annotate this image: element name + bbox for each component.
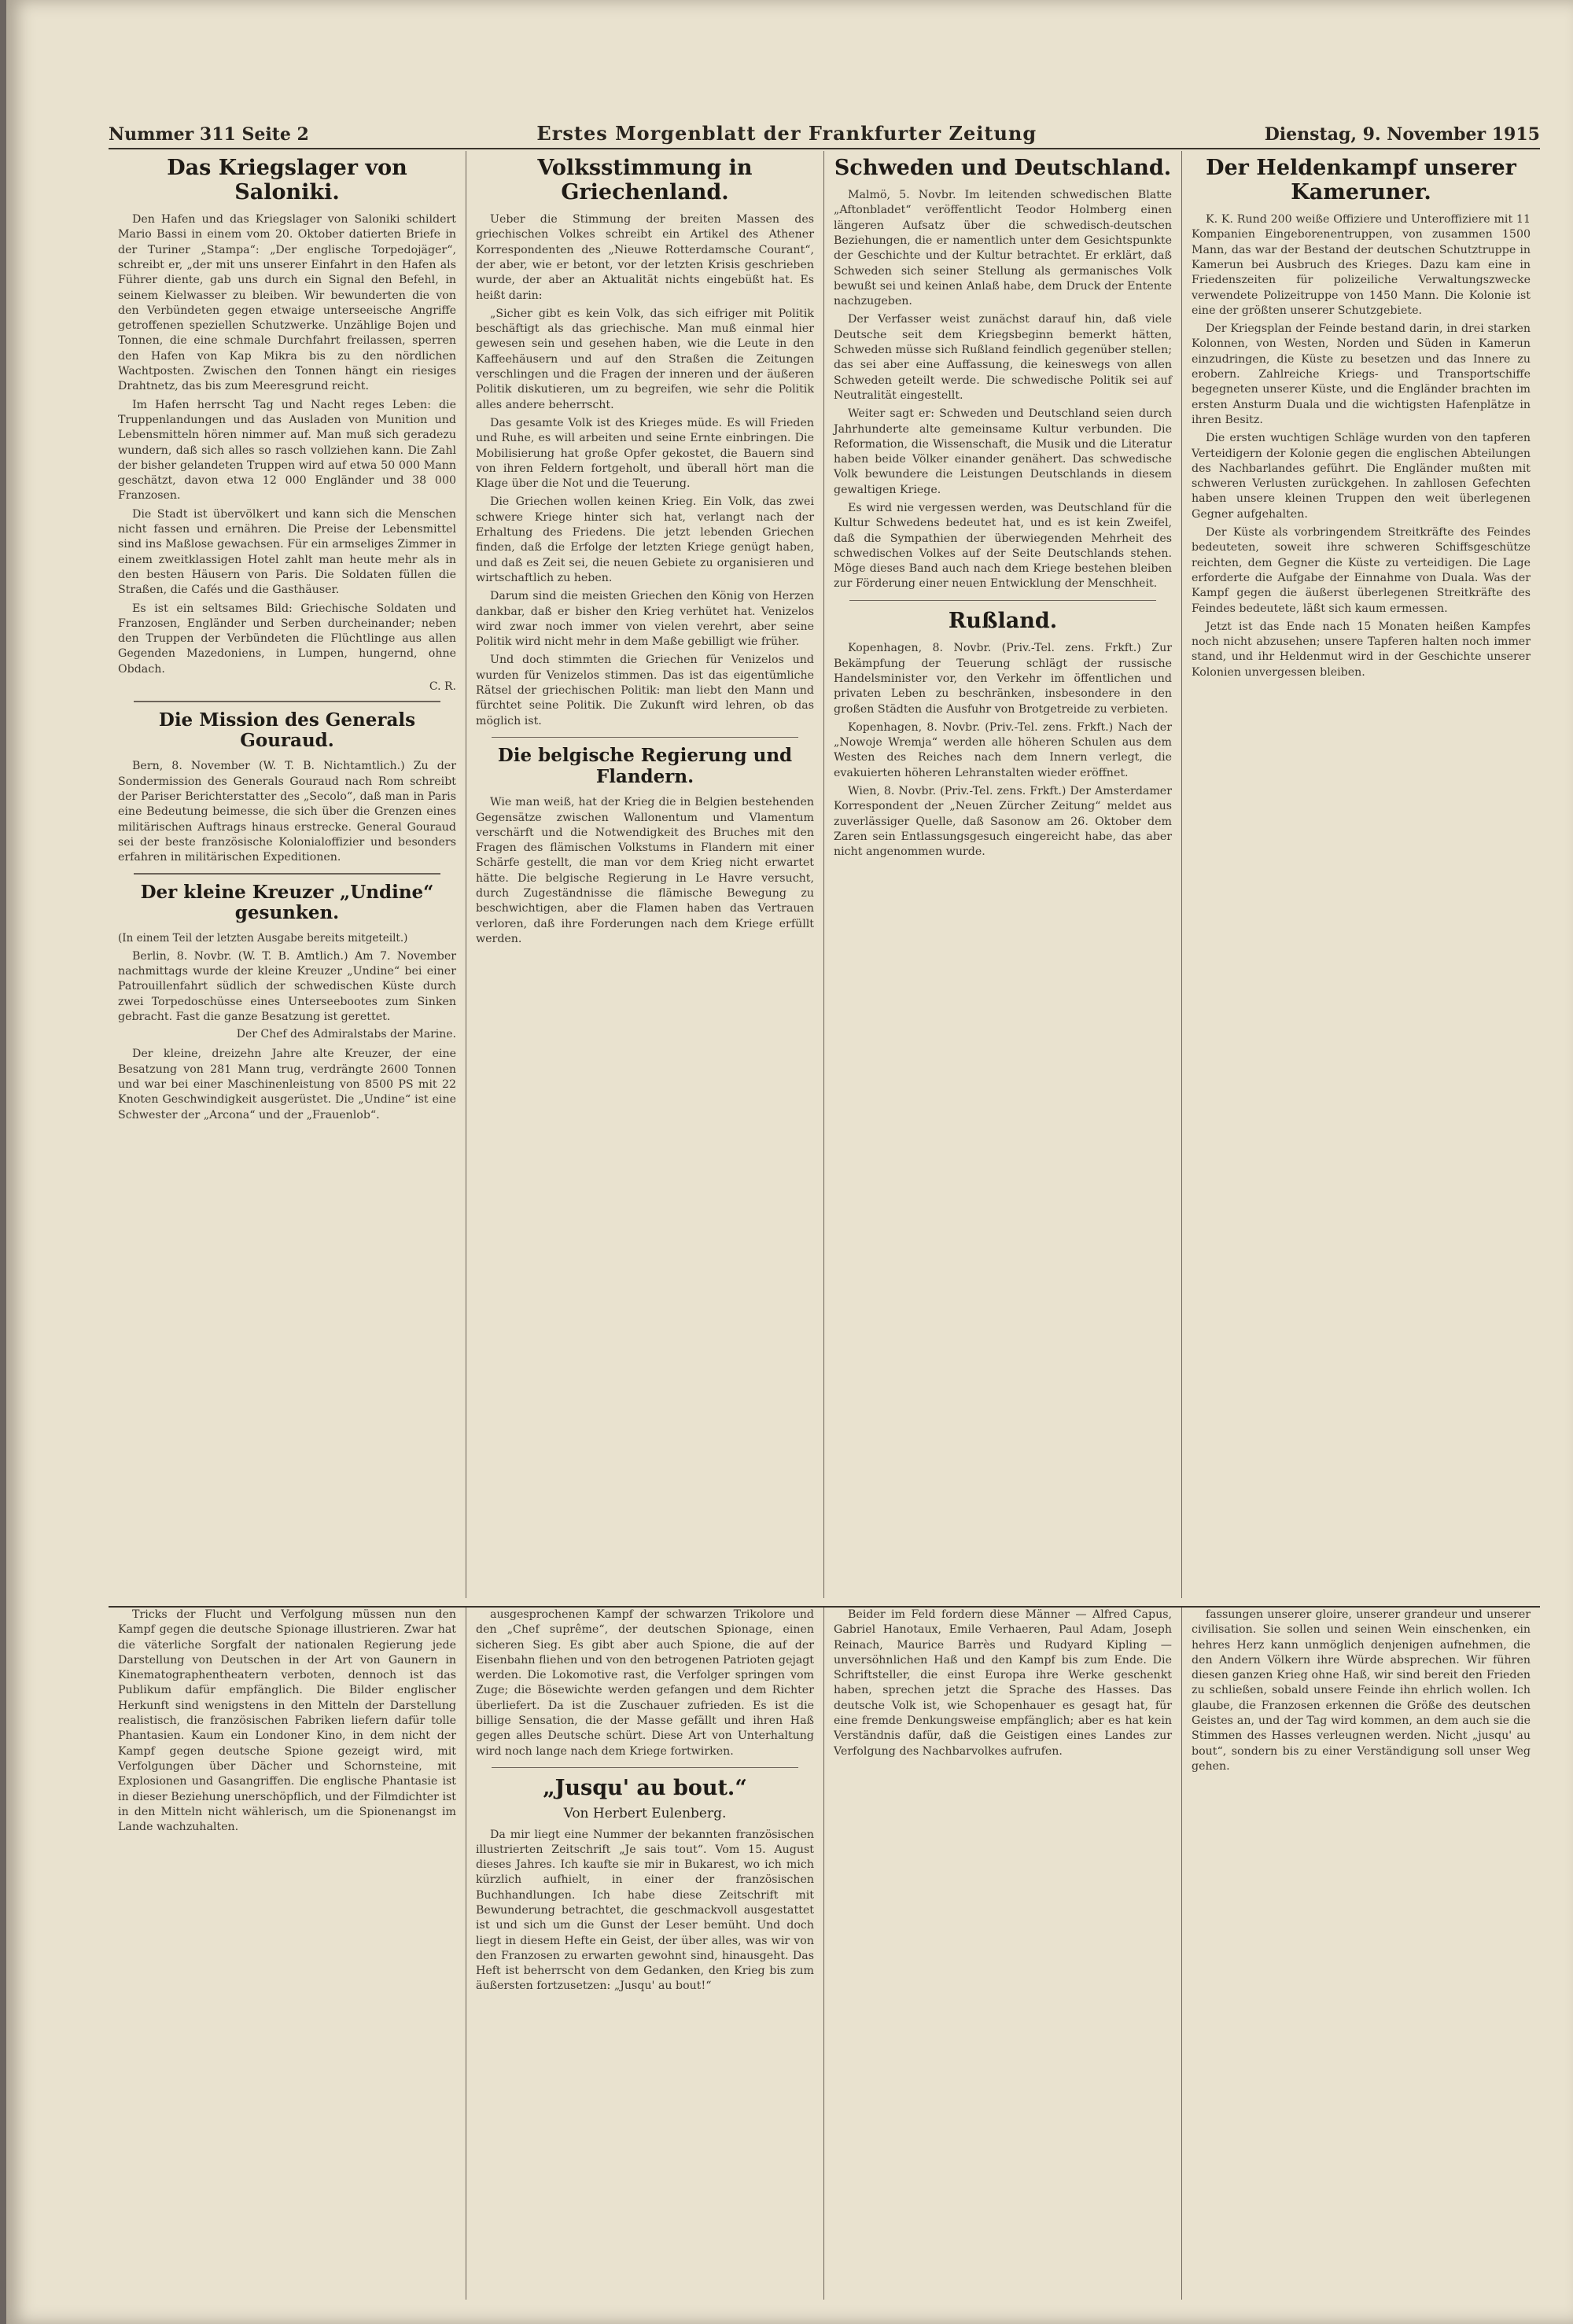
article-paragraph: Der Kriegsplan der Feinde bestand darin, in drei starken Kolonnen, von Westen, Norden und Süden in Kamerun einzudringen, die Küste zu besetzen und das Innere zu erobern. Zahlreiche Kriegs- und Transportschiffe begegneten unserer Küste, und die Engländer brachten im ersten Ansturm Duala und die wichtigsten Hafenplätze in ihren Besitz. <box>1192 322 1531 426</box>
article-paragraph: Darum sind die meisten Griechen den König von Herzen dankbar, daß er bisher den Krieg verhütet hat. Venizelos wird zwar noch immer von vielen verehrt, aber seine Politik wird nicht mehr in dem Maße gebilligt wie früher. <box>476 590 814 649</box>
article-title-kamerun: Der Heldenkampf unserer Kameruner. <box>1206 156 1516 205</box>
article-title-saloniki: Das Kriegslager von Saloniki. <box>167 156 407 205</box>
article-byline: Von Herbert Eulenberg. <box>563 1805 727 1821</box>
newspaper-page <box>6 0 1573 2324</box>
article-paragraph: Weiter sagt er: Schweden und Deutschland seien durch Jahrhunderte alte gemeinsame Kultur verbunden. Die Reformation, die Wissenschaft, die Musik und die Literatur haben beide Völker einander genähert. Das schwedische Volk bewundere die Leistungen Deutschlands in diesem gewaltigen Kriege. <box>834 407 1172 496</box>
article-paragraph: Das gesamte Volk ist des Krieges müde. Es will Frieden und Ruhe, es will arbeiten und seine Ernte einbringen. Die Mobilisierung hat große Opfer gekostet, die Bauern sind von ihren Feldern fortgeholt, und überall hört man die Klage über die Not und die Teuerung. <box>476 416 814 491</box>
article-paragraph: Die Griechen wollen keinen Krieg. Ein Volk, das zwei schwere Kriege hinter sich hat, verlangt nach der Erhaltung des Friedens. Die jetzt lebenden Griechen finden, daß die Erfolge der letzten Kriege genügt haben, und daß es Zeit sei, die neuen Gebiete zu organisieren und wirtschaftlich zu heben. <box>476 495 814 584</box>
column-3 <box>824 151 1182 1598</box>
article-paragraph: Der Verfasser weist zunächst darauf hin, daß viele Deutsche seit dem Kriegsbeginn bemerkt hätten, Schweden müsse sich Rußland feindlich gegenüber stellen; das sei aber eine Auffassung, die keineswegs von allen Schweden geteilt werde. Die schwedische Politik sei auf Neutralität eingestellt. <box>834 313 1172 402</box>
feuilleton-paragraph: ausgesprochenen Kampf der schwarzen Trikolore und den „Chef suprême“, der deutschen Spionage, einen sicheren Sieg. Es gibt aber auch Spione, die auf der Eisenbahn fliehen und von den betrogenen Patrioten gejagt werden. Die Lokomotive rast, die Verfolger springen vom Zuge; die Bösewichte werden gefangen und dem Richter überliefert. Da ist die Zuschauer zufrieden. Es ist die billige Sensation, die der Masse gefällt und ihren Haß gegen alles Deutsche schürt. Diese Art von Unterhaltung wird noch lange nach dem Kriege fortwirken. <box>476 1608 814 1758</box>
article-paragraph: K. K. Rund 200 weiße Offiziere und Unteroffiziere mit 11 Kompanien Eingeborenentruppen, von zusammen 1500 Mann, das war der Bestand der deutschen Schutztruppe in Kamerun bei Ausbruch des Krieges. Dazu kam eine in Friedenszeiten für polizeiliche Verwaltungszwecke verwendete Polizeitruppe von 1450 Mann. Die Kolonie ist eine der größten unserer Schutzgebiete. <box>1192 213 1531 317</box>
feuilleton-paragraph: Tricks der Flucht und Verfolgung müssen nun den Kampf gegen die deutsche Spionage illustrieren. Zwar hat die väterliche Sorgfalt der nationalen Regierung jede Darstellung von Deutschen in der Art von Gaunern in Kinematographentheatern verboten, dennoch ist das Publikum dafür empfänglich. Die Bilder englischer Herkunft sind wenigstens in den Mitteln der Darstellung realistisch, die französischen Fabriken liefern dafür tolle Phantasien. Kaum ein Londoner Kino, in dem nicht der Kampf gegen deutsche Spione gezeigt wird, mit Verfolgungen über Dächer und Schornsteine, mit Explosionen und Gasangriffen. Die englische Phantasie ist in dieser Beziehung unerschöpflich, und der Filmdichter ist in den Mitteln nicht wählerisch, um die Spionenangst im Lande wachzuhalten. <box>118 1608 456 1834</box>
article-paragraph: Wien, 8. Novbr. (Priv.-Tel. zens. Frkft.) Der Amsterdamer Korrespondent der „Neuen Zürcher Zeitung“ meldet aus zuverlässiger Quelle, daß Sasonow am 26. Oktober dem Zaren sein Entlassungsgesuch eingereicht habe, das aber nicht angenommen wurde. <box>834 784 1172 859</box>
article-paragraph: Im Hafen herrscht Tag und Nacht reges Leben: die Truppenlandungen und das Ausladen von Munition und Lebensmitteln hören nimmer auf. Man muß sich geradezu wundern, daß sich alles so rasch vollziehen kann. Die Zahl der bisher gelandeten Truppen wird auf etwa 50 000 Mann geschätzt, davon etwa 12 000 Engländer und 38 000 Franzosen. <box>118 398 456 503</box>
feuilleton-column-3 <box>824 1608 1182 2300</box>
article-paragraph: „Sicher gibt es kein Volk, das sich eifriger mit Politik beschäftigt als das griechische. Man muß einmal hier gewesen sein und gesehen haben, wie die Leute in den Kaffeehäusern und auf den Straßen die Zeitungen verschlingen und die Fragen der inneren und der äußeren Politik diskutieren, um zu begreifen, wie sehr die Politik alles andere beherrscht. <box>476 307 814 411</box>
divider <box>849 600 1156 602</box>
article-paragraph: Es ist ein seltsames Bild: Griechische Soldaten und Franzosen, Engländer und Serben durcheinander; neben den Truppen der Verbündeten die Flüchtlinge aus allen Gegenden Mazedoniens, in Lumpen, hungernd, ohne Obdach. <box>118 602 456 676</box>
divider <box>492 737 798 738</box>
column-1 <box>109 151 466 1598</box>
feuilleton-paragraph: Beider im Feld fordern diese Männer — Alfred Capus, Gabriel Hanotaux, Emile Verhaeren, Paul Adam, Joseph Reinach, Maurice Barrès und Rudyard Kipling — unversöhnlichen Haß und den Kampf bis zum Ende. Die Schriftsteller, die einst Europa ihre Werke geschenkt haben, sprechen jetzt die Sprache des Hasses. Das deutsche Volk ist, wie Schopenhauer es gesagt hat, für eine fremde Denkungsweise empfänglich; aber es hat kein Verständnis dafür, daß die Geistigen eines Landes zur Verfolgung des Nachbarvolkes aufrufen. <box>834 1608 1172 1758</box>
article-signature: C. R. <box>429 680 456 693</box>
divider <box>492 1767 798 1769</box>
issue-date: Dienstag, 9. November 1915 <box>1264 124 1540 145</box>
feuilleton-column-4 <box>1182 1608 1540 2300</box>
article-note: (In einem Teil der letzten Ausgabe bereits mitgeteilt.) <box>118 931 408 945</box>
upper-section <box>109 151 1540 1598</box>
feuilleton-paragraph: fassungen unserer gloire, unserer grandeur und unserer civilisation. Sie sollen und seinen Wein einschenken, ein hehres Herz kann unmöglich denjenigen aufnehmen, die den Andern Völkern ihre Würde absprechen. Wir führen diesen ganzen Krieg ohne Haß, wir sind bereit den Frieden zu schließen, sobald unsere Feinde ihn ehrlich wollen. Ich glaube, die Franzosen erkennen die Größe des deutschen Geistes an, und der Tag wird kommen, an dem auch sie die Stimmen des Hasses verleugnen werden. Nicht „jusqu' au bout“, sondern bis zu einer Verständigung soll unser Weg gehen. <box>1192 1608 1531 1773</box>
feuilleton-column-1 <box>109 1608 466 2300</box>
article-paragraph: Es wird nie vergessen werden, was Deutschland für die Kultur Schwedens bedeutet hat, und es ist kein Zweifel, daß die Sympathien der überwiegenden Mehrheit des schwedischen Volkes auf der Seite Deutschlands stehen. Möge dieses Band auch nach dem Kriege bestehen bleiben zur Förderung einer neuen Entwicklung der Menschheit. <box>834 501 1172 591</box>
article-paragraph: Jetzt ist das Ende nach 15 Monaten heißen Kampfes noch nicht abzusehen; unsere Tapferen halten noch immer stand, und ihr Heldenmut wird in der Geschichte unserer Kolonien unvergessen bleiben. <box>1192 620 1531 679</box>
article-title-belgien: Die belgische Regierung und Flandern. <box>497 745 793 787</box>
article-paragraph: Wie man weiß, hat der Krieg die in Belgien bestehenden Gegensätze zwischen Wallonentum und Vlamentum verschärft und die Notwendigkeit des Bruches mit den Fragen des flämischen Volkstums in Flandern mit einer Schärfe gestellt, die man vor dem Krieg nicht erwartet hätte. Die belgische Regierung in Le Havre versucht, durch Zugeständnisse die flämische Bewegung zu beschwichtigen, aber die Flamen haben das Vertrauen verloren, daß ihre Forderungen nach dem Kriege erfüllt werden. <box>476 796 814 945</box>
issue-number: Nummer 311 Seite 2 <box>109 124 309 145</box>
article-title-undine: Der kleine Kreuzer „Undine“ gesunken. <box>140 881 434 924</box>
article-paragraph: Die ersten wuchtigen Schläge wurden von den tapferen Verteidigern der Kolonie gegen die englischen Abteilungen des Nachbarlandes geführt. Die Engländer mußten mit schweren Verlusten zurückgehen. In zahllosen Gefechten haben unsere kleinen Truppen den weit überlegenen Gegner aufgehalten. <box>1192 432 1531 521</box>
newspaper-title: Erstes Morgenblatt der Frankfurter Zeitung <box>536 122 1037 145</box>
article-paragraph: Ueber die Stimmung der breiten Massen des griechischen Volkes schreibt ein Artikel des Athener Korrespondenten des „Nieuwe Rotterdamsche Courant“, der aber, wie er betont, vor der letzten Krisis geschrieben wurde, der aber an Aktualität nichts eingebüßt hat. Es heißt darin: <box>476 213 814 302</box>
article-paragraph: Kopenhagen, 8. Novbr. (Priv.-Tel. zens. Frkft.) Nach der „Nowoje Wremja“ werden alle höheren Schulen aus dem Westen des Reiches nach dem Innern verlegt, die evakuierten höheren Lehranstalten wieder eröffnet. <box>834 720 1172 779</box>
article-paragraph: Den Hafen und das Kriegslager von Saloniki schildert Mario Bassi in einem vom 20. Oktober datierten Briefe in der Turiner „Stampa“: „Der englische Torpedojäger“, schreibt er, „der mit uns unserer Einfahrt in den Hafen als Führer diente, gab uns durch ein Signal den Befehl, in seinem Kielwasser zu bleiben. Wir bewunderten die von den Verbündeten gegen etwaige unterseeische Angriffe getroffenen speziellen Schutzwerke. Unzählige Bojen und Tonnen, die eine schmale Durchfahrt freilassen, sperren den Hafen von Kap Mikra bis zu den nördlichen Wachtposten. Zwischen den Tonnen hängt ein riesiges Drahtnetz, das bis zum Meeresgrund reicht. <box>118 213 456 393</box>
feuilleton-column-2 <box>466 1608 824 2300</box>
article-title-schweden: Schweden und Deutschland. <box>834 156 1172 180</box>
feuilleton-section <box>109 1606 1540 2300</box>
column-4 <box>1182 151 1540 1598</box>
article-title-jusqu: „Jusqu' au bout.“ <box>543 1776 747 1801</box>
article-paragraph: Der kleine, dreizehn Jahre alte Kreuzer, der eine Besatzung von 281 Mann trug, verdrängte 2600 Tonnen und war bei einer Maschinenleistung von 8500 PS mit 22 Knoten Geschwindigkeit ausgerüstet. Die „Undine“ ist eine Schwester der „Arcona“ und der „Frauenlob“. <box>118 1048 456 1121</box>
masthead <box>109 118 1540 149</box>
article-title-russland: Rußland. <box>948 609 1058 634</box>
article-paragraph: Und doch stimmten die Griechen für Venizelos und wurden für Venizelos stimmen. Das ist das eigentümliche Rätsel der griechischen Politik: man liebt den Mann und fürchtet seine Politik. Die Zukunft wird lehren, ob das möglich ist. <box>476 654 814 727</box>
article-paragraph: Malmö, 5. Novbr. Im leitenden schwedischen Blatte „Aftonbladet“ veröffentlicht Teodor Holmberg einen längeren Aufsatz über die schwedisch-deutschen Beziehungen, die er namentlich unter dem Gesichtspunkte der Geschichte und der Kultur betrachtet. Er erklärt, daß Schweden sich seiner Stellung als germanisches Volk bewußt sei und keinen Anlaß habe, dem Druck der Entente nachzugeben. <box>834 189 1172 308</box>
column-2 <box>466 151 824 1598</box>
article-paragraph: Berlin, 8. Novbr. (W. T. B. Amtlich.) Am 7. November nachmittags wurde der kleine Kreuzer „Undine“ bei einer Patrouillenfahrt südlich der schwedischen Küste durch zwei Torpedoschüsse eines Unterseebootes zum Sinken gebracht. Fast die ganze Besatzung ist gerettet. <box>118 949 456 1024</box>
feuilleton-paragraph: Da mir liegt eine Nummer der bekannten französischen illustrierten Zeitschrift „Je sais tout“. Vom 15. August dieses Jahres. Ich kaufte sie mir in Bukarest, wo ich mich kürzlich aufhielt, in einer der französischen Buchhandlungen. Ich habe diese Zeitschrift mit Bewunderung betrachtet, die geschmackvoll ausgestattet ist und sich um die Gunst der Leser bemüht. Und doch liegt in diesem Hefte ein Geist, der über alles, was wir von den Franzosen zu erwarten gewohnt sind, hinausgeht. Das Heft ist beherrscht von dem Gedanken, den Krieg bis zum äußersten fortzusetzen: „Jusqu' au bout!“ <box>476 1828 814 1993</box>
article-paragraph: Der Küste als vorbringendem Streitkräfte des Feindes bedeuteten, soweit ihre schweren Schiffsgeschütze reichten, dem Gegner die Küste zu verteidigen. Die Lage erforderte die Aufgabe der Einnahme von Duala. Was der Kampf gegen die äußerst überlegenen Streitkräfte des Feindes bedeutete, läßt sich kaum ermessen. <box>1192 526 1531 615</box>
article-signature: Der Chef des Admiralstabs der Marine. <box>236 1028 456 1041</box>
divider <box>134 701 440 702</box>
article-paragraph: Kopenhagen, 8. Novbr. (Priv.-Tel. zens. Frkft.) Zur Bekämpfung der Teuerung schlägt der russische Handelsminister vor, den Verkehr im öffentlichen und privaten Leben zu beschränken, insbesondere in den großen Städten die Ausfuhr von Brotgetreide zu verbieten. <box>834 642 1172 716</box>
article-paragraph: Bern, 8. November (W. T. B. Nichtamtlich.) Zu der Sondermission des Generals Gouraud nach Rom schreibt der Pariser Berichterstatter des „Secolo“, daß man in Paris eine Bedeutung beimesse, die sich über die Grenzen eines militärischen Auftrags hinaus erstrecke. General Gouraud sei der beste französische Kolonialoffizier und besonders erfahren in militärischen Expeditionen. <box>118 760 456 864</box>
article-title-griechenland: Volksstimmung in Griechenland. <box>537 156 753 205</box>
divider <box>134 873 440 875</box>
article-title-gouraud: Die Mission des Generals Gouraud. <box>158 709 416 751</box>
article-paragraph: Die Stadt ist übervölkert und kann sich die Menschen nicht fassen und ernähren. Die Preise der Lebensmittel sind ins Maßlose gewachsen. Für ein armseliges Zimmer in einem zweitklassigen Hotel zahlt man heute mehr als in den besten Häusern von Paris. Die Soldaten füllen die Straßen, die Cafés und die Gasthäuser. <box>118 507 456 597</box>
